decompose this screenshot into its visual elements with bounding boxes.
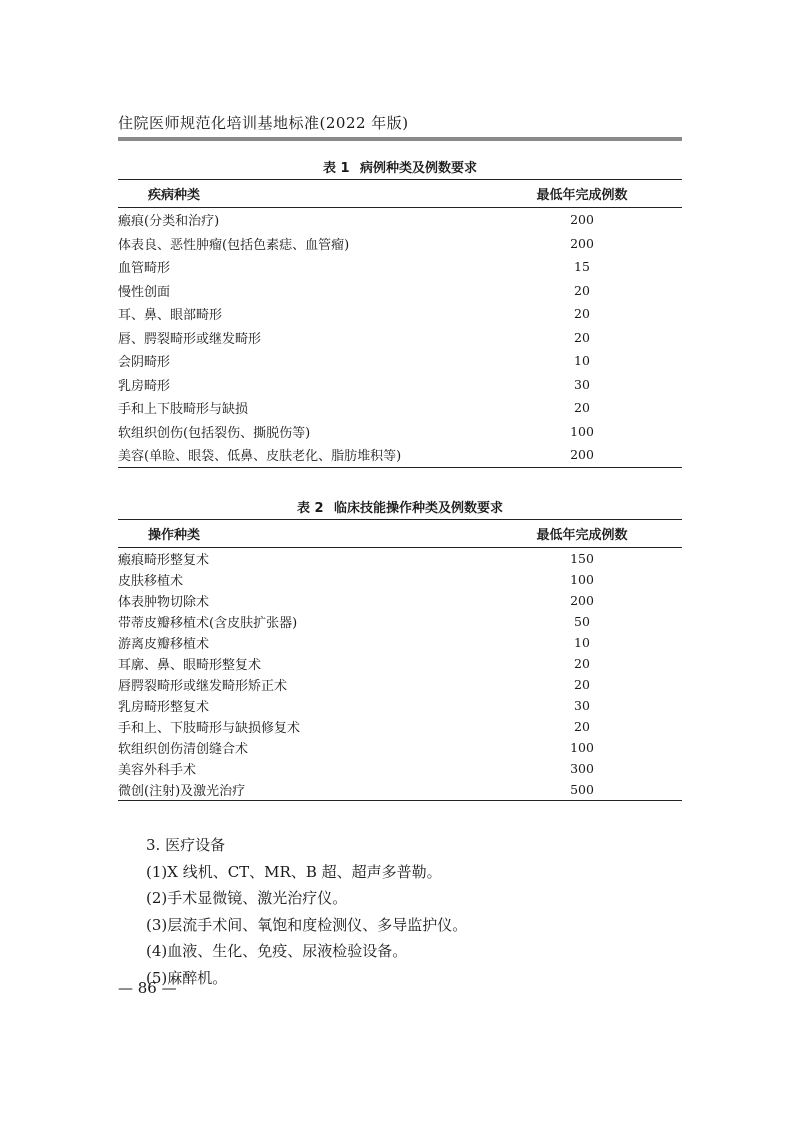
table-row — [118, 208, 682, 232]
table-row — [118, 373, 682, 397]
table2-label: 表 2 — [296, 501, 324, 516]
table-row — [118, 737, 682, 758]
row-count-cell: 20 — [574, 656, 590, 671]
table1 — [118, 179, 682, 468]
equipment-item: (4)血液、生化、免疫、尿液检验设备。 — [146, 942, 408, 960]
row-count-cell: 20 — [574, 400, 590, 416]
equipment-section — [146, 832, 467, 991]
row-name-cell: 手和上、下肢畸形与缺损修复术 — [118, 721, 301, 736]
table-row — [118, 302, 682, 326]
table1-title: 病例种类及例数要求 — [360, 161, 478, 176]
row-count-cell: 100 — [570, 423, 594, 439]
table-row — [118, 632, 682, 653]
row-name-cell: 游离皮瓣移植术 — [118, 637, 210, 652]
table-row — [118, 420, 682, 444]
row-name-cell: 耳廓、鼻、眼畸形整复术 — [118, 658, 262, 673]
table-row — [118, 716, 682, 737]
table-row — [118, 255, 682, 279]
row-count-cell: 50 — [574, 614, 590, 629]
row-name-cell: 美容外科手术 — [118, 763, 197, 778]
row-count-cell: 10 — [574, 635, 590, 650]
row-name-cell: 耳、鼻、眼部畸形 — [118, 308, 223, 324]
row-count-cell: 30 — [574, 376, 590, 392]
table1-header-row — [118, 180, 682, 208]
row-name-cell: 体表肿物切除术 — [118, 595, 210, 610]
table2-body — [118, 548, 682, 801]
row-count-cell: 10 — [574, 353, 590, 369]
table-row — [118, 779, 682, 801]
row-count-cell: 100 — [570, 572, 594, 587]
header-rule — [118, 137, 682, 141]
row-count-cell: 200 — [570, 212, 594, 228]
table2-header-operation: 操作种类 — [148, 528, 201, 543]
row-name-cell: 手和上下肢畸形与缺损 — [118, 402, 249, 418]
row-name-cell: 软组织创伤清创缝合术 — [118, 742, 249, 757]
row-count-cell: 20 — [574, 282, 590, 298]
row-name-cell: 体表良、恶性肿瘤(包括色素痣、血管瘤) — [118, 237, 350, 253]
row-count-cell: 20 — [574, 677, 590, 692]
table-row — [118, 548, 682, 570]
table2-title: 临床技能操作种类及例数要求 — [334, 501, 504, 516]
equipment-item: (3)层流手术间、氧饱和度检测仪、多导监护仪。 — [146, 915, 468, 934]
table1-caption — [118, 157, 682, 176]
row-name-cell: 乳房畸形 — [118, 378, 171, 394]
row-name-cell: 瘢痕畸形整复术 — [118, 553, 210, 568]
row-count-cell: 20 — [574, 329, 590, 345]
row-count-cell: 20 — [574, 306, 590, 322]
row-name-cell: 慢性创面 — [118, 284, 171, 300]
table2-header-row — [118, 520, 682, 548]
table1-body — [118, 208, 682, 468]
table-row — [118, 611, 682, 632]
row-name-cell: 美容(单睑、眼袋、低鼻、皮肤老化、脂肪堆积等) — [118, 449, 402, 465]
row-name-cell: 皮肤移植术 — [118, 574, 184, 589]
row-count-cell: 20 — [574, 719, 590, 734]
row-name-cell: 带蒂皮瓣移植术(含皮肤扩张器) — [118, 616, 298, 631]
row-name-cell: 瘢痕(分类和治疗) — [118, 214, 220, 230]
row-count-cell: 30 — [574, 698, 590, 713]
equipment-item: (2)手术显微镜、激光治疗仪。 — [146, 889, 348, 907]
row-count-cell: 200 — [570, 447, 594, 463]
table1-label: 表 1 — [322, 161, 350, 176]
page-number: — 86 — — [118, 979, 177, 997]
row-name-cell: 会阴畸形 — [118, 355, 171, 371]
table2-caption — [118, 497, 682, 516]
table-row — [118, 396, 682, 420]
row-name-cell: 血管畸形 — [118, 261, 171, 277]
table-row — [118, 326, 682, 350]
row-count-cell: 300 — [570, 761, 594, 776]
table-row — [118, 695, 682, 716]
table-row — [118, 443, 682, 467]
table-row — [118, 674, 682, 695]
table-row — [118, 232, 682, 256]
table1-header-disease: 疾病种类 — [148, 188, 201, 203]
row-name-cell: 微创(注射)及激光治疗 — [118, 784, 246, 799]
table2-header-count: 最低年完成例数 — [536, 528, 628, 543]
row-count-cell: 200 — [570, 593, 594, 608]
table-row — [118, 349, 682, 373]
row-count-cell: 15 — [574, 259, 590, 275]
running-header: 住院医师规范化培训基地标准(2022 年版) — [118, 114, 409, 132]
table1-header-count: 最低年完成例数 — [536, 188, 628, 203]
table2 — [118, 519, 682, 801]
table-row — [118, 569, 682, 590]
row-name-cell: 唇腭裂畸形或继发畸形矫正术 — [118, 679, 288, 694]
row-count-cell: 200 — [570, 235, 594, 251]
table-row — [118, 653, 682, 674]
table-row — [118, 590, 682, 611]
equipment-item: (1)X 线机、CT、MR、B 超、超声多普勒。 — [146, 862, 442, 881]
equipment-item: (5)麻醉机。 — [146, 968, 228, 987]
row-name-cell: 唇、腭裂畸形或继发畸形 — [118, 331, 262, 347]
row-count-cell: 100 — [570, 740, 594, 755]
table-row — [118, 758, 682, 779]
row-name-cell: 软组织创伤(包括裂伤、撕脱伤等) — [118, 425, 311, 441]
row-count-cell: 500 — [570, 782, 594, 797]
table-row — [118, 279, 682, 303]
row-count-cell: 150 — [570, 551, 594, 566]
equipment-heading: 3. 医疗设备 — [146, 836, 226, 854]
row-name-cell: 乳房畸形整复术 — [118, 700, 210, 715]
